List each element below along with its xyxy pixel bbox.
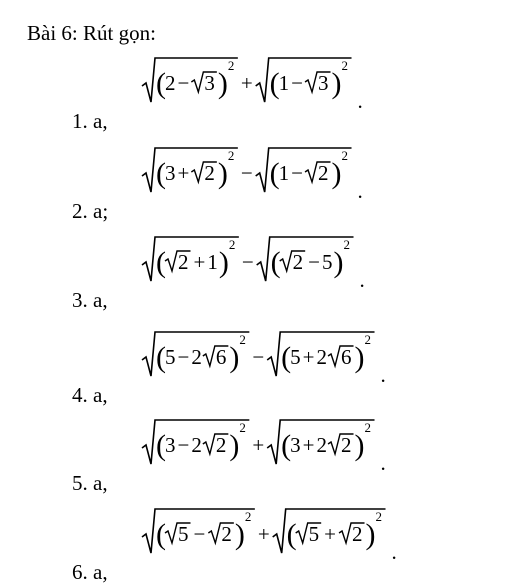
exponent: 2 [239,420,246,435]
radicand: 2 [178,250,189,274]
radicand: 2 [318,161,329,185]
exponent: 2 [375,509,383,524]
close-paren: ) [217,157,228,190]
exponent: 2 [228,237,236,252]
main-operator: − [241,250,254,274]
expression-svg [140,142,520,214]
terminator-dot: . [391,540,397,564]
main-operator: − [240,161,253,185]
radicand: 2 [341,433,352,457]
expression-svg [140,326,520,398]
problem-label: 2. a; [72,199,109,223]
close-paren: ) [217,67,228,100]
open-paren: ( [156,429,166,462]
expression [140,52,520,129]
open-paren: ( [156,157,166,190]
open-paren: ( [270,246,281,279]
operator: + [302,433,315,457]
constant: 3 [165,433,176,457]
terminator-dot: . [380,451,386,475]
expression [140,231,520,308]
close-paren: ) [354,341,365,374]
operator: − [291,161,304,185]
operator: − [177,71,190,95]
expression [140,414,520,491]
radicand: 2 [352,522,363,546]
exponent: 2 [364,420,372,435]
open-paren: ( [281,341,292,374]
problem-label: 5. a, [72,471,108,495]
expression-svg [140,414,520,486]
close-paren: ) [354,429,365,462]
open-paren: ( [286,518,297,551]
expression-svg [140,52,520,124]
constant: 5 [290,345,301,369]
operator: − [291,71,304,95]
open-paren: ( [281,429,292,462]
operator: − [177,433,190,457]
operator: + [177,161,190,185]
operator: + [302,345,315,369]
radicand: 2 [292,250,304,274]
open-paren: ( [269,67,280,100]
terminator-dot: . [380,363,386,387]
constant: 3 [290,433,301,457]
coefficient: 2 [191,345,202,369]
radicand: 2 [221,522,232,546]
exercise-title: Bài 6: Rút gọn: [27,21,156,45]
coefficient: 2 [191,433,202,457]
close-paren: ) [218,246,229,279]
coefficient: 2 [316,433,328,457]
exponent: 2 [239,332,246,347]
operator: + [324,522,337,546]
radicand: 5 [308,522,320,546]
open-paren: ( [156,246,166,279]
close-paren: ) [333,246,344,279]
constant: 1 [278,71,290,95]
operator: + [193,250,206,274]
radicand: 3 [318,71,329,95]
close-paren: ) [229,429,240,462]
radicand: 2 [215,433,227,457]
main-operator: + [257,522,270,546]
exponent: 2 [227,58,235,73]
constant: 1 [278,161,290,185]
close-paren: ) [331,67,342,100]
problem-label: 3. a, [72,288,108,312]
operator: − [193,522,206,546]
close-paren: ) [229,341,240,374]
expression [140,142,520,219]
close-paren: ) [234,518,245,551]
exponent: 2 [227,148,235,163]
expression-svg [140,231,520,303]
exponent: 2 [341,148,349,163]
close-paren: ) [365,518,376,551]
exponent: 2 [341,58,349,73]
open-paren: ( [269,157,280,190]
expression [140,326,520,403]
constant: 5 [165,345,176,369]
expression-svg [140,503,520,575]
exponent: 2 [343,237,351,252]
radicand: 2 [204,161,215,185]
operator: − [177,345,190,369]
main-operator: + [240,71,253,95]
exponent: 2 [244,509,252,524]
radicand: 6 [341,345,352,369]
problem-label: 4. a, [72,383,108,407]
main-operator: + [252,433,265,457]
problem-label: 6. a, [72,560,108,584]
radicand: 6 [215,345,227,369]
open-paren: ( [156,341,166,374]
problem-label: 1. a, [72,109,108,133]
open-paren: ( [156,67,166,100]
coefficient: 2 [316,345,328,369]
radicand: 5 [178,522,189,546]
exponent: 2 [364,332,372,347]
close-paren: ) [331,157,342,190]
terminator-dot: . [359,268,365,292]
main-operator: − [252,345,265,369]
constant: 1 [207,250,218,274]
terminator-dot: . [357,89,363,113]
constant: 5 [322,250,333,274]
constant: 3 [165,161,176,185]
constant: 2 [165,71,176,95]
expression [140,503,520,580]
open-paren: ( [156,518,166,551]
terminator-dot: . [357,179,363,203]
operator: − [308,250,321,274]
radicand: 3 [204,71,215,95]
